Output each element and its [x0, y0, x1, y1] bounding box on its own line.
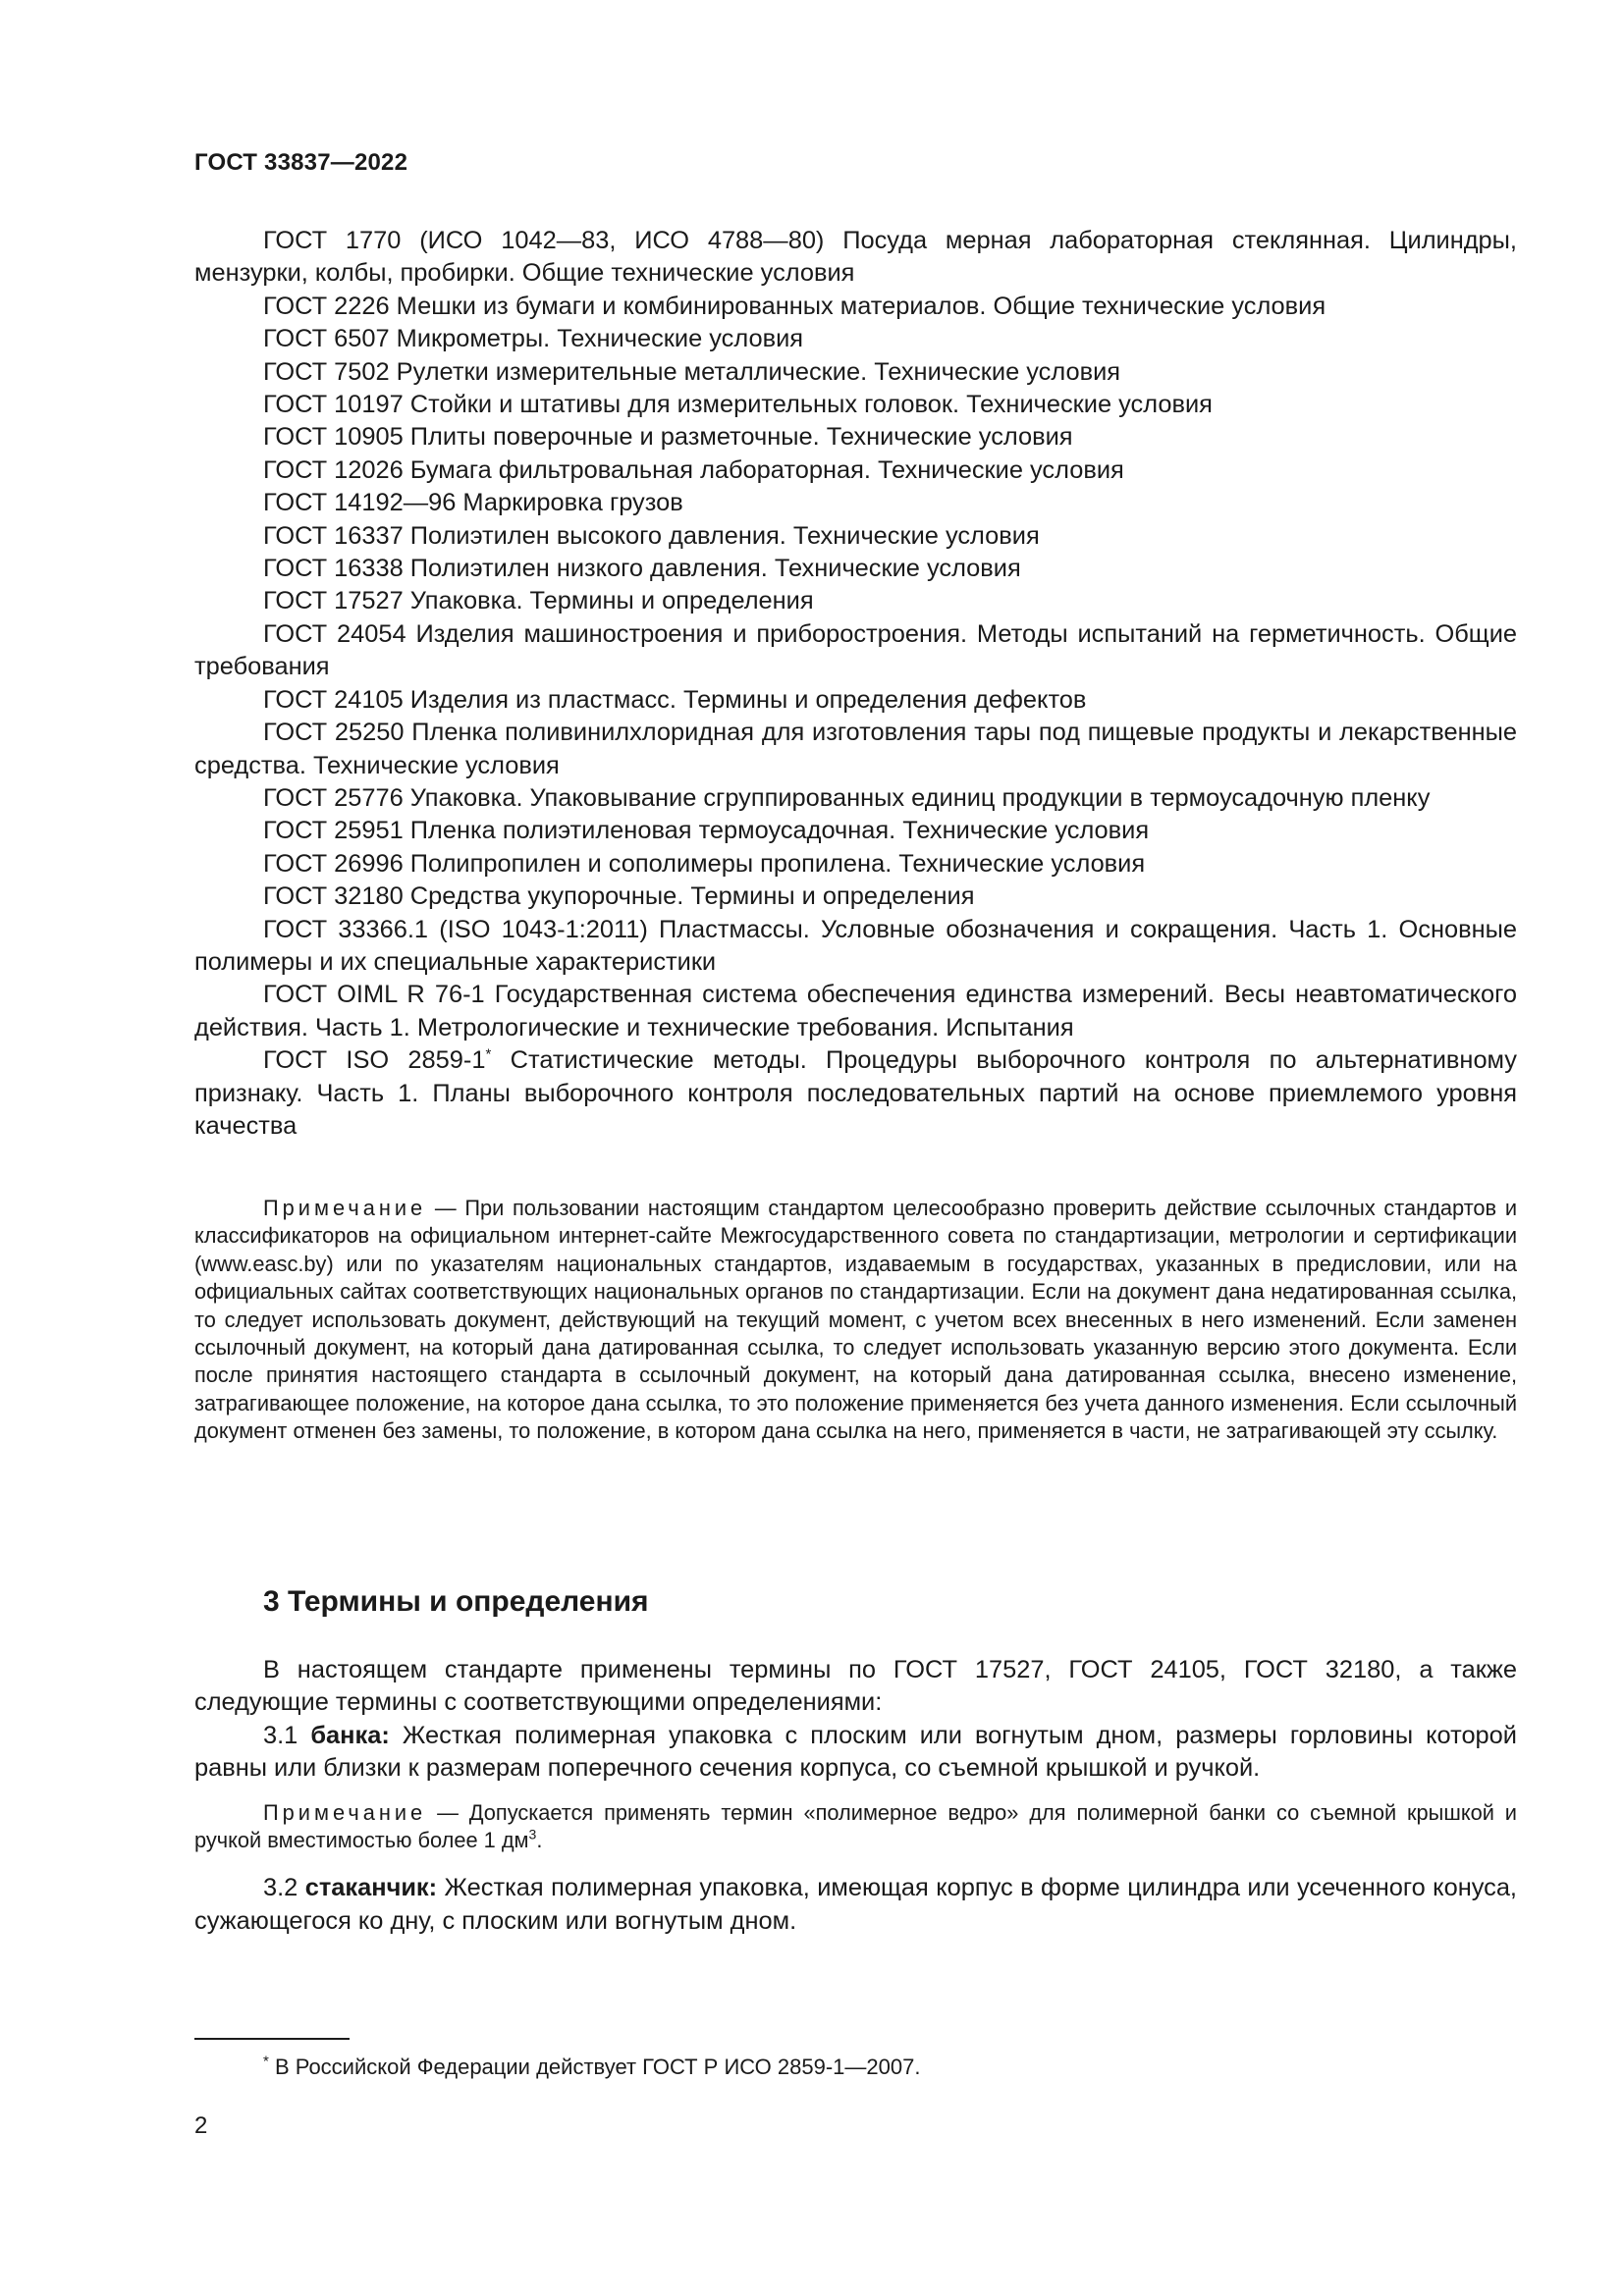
reference-item: ГОСТ 7502 Рулетки измерительные металлические. Технические условия — [263, 357, 1121, 386]
note-text: Допускается применять термин «полимерное ведро» для полимерной банки со съемной крышкой и ручкой вместимостью более 1 дм — [194, 1799, 1517, 1853]
reference-item: ГОСТ 25250 Пленка поливинилхлоридная для изготовления тары под пищевые продукты и лекарственные средства. Технические условия — [194, 719, 1517, 779]
reference-item: ГОСТ 12026 Бумага фильтровальная лабораторная. Технические условия — [263, 455, 1124, 484]
note-dash: — — [426, 1196, 465, 1220]
reference-code: ГОСТ ISO 2859-1 — [263, 1046, 486, 1075]
section-intro: В настоящем стандарте применены термины по ГОСТ 17527, ГОСТ 24105, ГОСТ 32180, а также следующие термины с соответствующими определениями: — [194, 1656, 1517, 1717]
term-number: 3.1 — [263, 1721, 311, 1749]
term-name: стаканчик: — [304, 1874, 438, 1902]
reference-item: ГОСТ 24105 Изделия из пластмасс. Термины и определения дефектов — [263, 685, 1087, 714]
reference-title: Статистические методы. Процедуры выборочного контроля по альтернативному признаку. Часть 1. Планы выборочного контроля последовательных партий на основе приемлемого уровня качества — [194, 1046, 1517, 1140]
normative-references-list — [194, 225, 1517, 1143]
reference-item: ГОСТ 25951 Пленка полиэтиленовая термоусадочная. Технические условия — [263, 817, 1150, 845]
footnote-marker[interactable]: * — [485, 1045, 492, 1063]
section-heading: 3 Термины и определения — [263, 1585, 649, 1618]
note-label: Примечание — [263, 1799, 427, 1825]
page-number: 2 — [194, 2112, 208, 2139]
reference-item: ГОСТ 25776 Упаковка. Упаковывание сгруппированных единиц продукции в термоусадочную пленку — [263, 783, 1431, 812]
reference-item: ГОСТ 10197 Стойки и штативы для измерительных головок. Технические условия — [263, 391, 1213, 419]
term-note — [194, 1799, 1517, 1855]
reference-item: ГОСТ 17527 Упаковка. Термины и определения — [263, 587, 814, 615]
reference-item: ГОСТ 26996 Полипропилен и сополимеры пропилена. Технические условия — [263, 849, 1146, 878]
reference-item: ГОСТ 10905 Плиты поверочные и разметочные. Технические условия — [263, 423, 1073, 452]
reference-item: ГОСТ 2226 Мешки из бумаги и комбинированных материалов. Общие технические условия — [263, 292, 1326, 320]
footnote — [263, 2054, 920, 2081]
reference-item: ГОСТ OIML R 76-1 Государственная система обеспечения единства измерений. Весы неавтоматического действия. Часть 1. Метрологические и технические требования. Испытания — [194, 981, 1517, 1041]
reference-item: ГОСТ 14192—96 Маркировка грузов — [263, 489, 683, 517]
reference-item: ГОСТ 32180 Средства укупорочные. Термины и определения — [263, 882, 975, 911]
reference-item: ГОСТ 16338 Полиэтилен низкого давления. Технические условия — [263, 555, 1021, 583]
reference-item-iso-2859 — [194, 1044, 1517, 1143]
note-label: Примечание — [263, 1196, 427, 1220]
term-definition — [194, 1872, 1517, 1938]
term-number: 3.2 — [263, 1874, 305, 1902]
term-name: банка: — [310, 1721, 390, 1749]
footnote-separator — [194, 2038, 350, 2040]
term-text: Жесткая полимерная упаковка, имеющая корпус в форме цилиндра или усеченного конуса, сужающегося ко дну, с плоским или вогнутым дном. — [194, 1874, 1517, 1935]
term-text: Жесткая полимерная упаковка с плоским или вогнутым дном, размеры горловины которой равны или близки к размерам поперечного сечения корпуса, со съемной крышкой и ручкой. — [194, 1721, 1517, 1783]
note-end: . — [536, 1828, 543, 1853]
note-text: При пользовании настоящим стандартом целесообразно проверить действие ссылочных стандартов и классификаторов на официальном интернет-сайте Межгосударственного совета по стандартизации, метрологии и сертификации (www.easc.by) или по указателям национальных стандартов, издаваемым в государствах, указанных в предисловии, или на официальных сайтах соответствующих национальных органов по стандартизации. Если на документ дана недатированная ссылка, то следует использовать документ, действующий на текущий момент, с учетом всех внесенных в него изменений. Если заменен ссылочный документ, на который дана датированная ссылка, то следует использовать указанную версию этого документа. Если после принятия настоящего стандарта в ссылочный документ, на который дана датированная ссылка, внесено изменение, затрагивающее положение, на которое дана ссылка, то это положение применяется без учета данного изменения. Если ссылочный документ отменен без замены, то положение, в котором дана ссылка на него, применяется в части, не затрагивающей эту ссылку. — [194, 1196, 1517, 1444]
document-header-code: ГОСТ 33837—2022 — [194, 149, 408, 176]
reference-item: ГОСТ 24054 Изделия машиностроения и приборостроения. Методы испытаний на герметичность. Общие требования — [194, 619, 1517, 681]
footnote-text: В Российской Федерации действует ГОСТ Р ИСО 2859-1—2007. — [268, 2055, 921, 2079]
references-note — [194, 1195, 1517, 1446]
reference-item: ГОСТ 6507 Микрометры. Технические условия — [263, 325, 804, 353]
footnote-mark: * — [263, 2053, 269, 2070]
terms-section-body — [194, 1654, 1517, 1938]
note-dash: — — [426, 1799, 469, 1825]
reference-item: ГОСТ 1770 (ИСО 1042—83, ИСО 4788—80) Посуда мерная лабораторная стеклянная. Цилиндры, мензурки, колбы, пробирки. Общие технические условия — [194, 227, 1517, 288]
unit-superscript: 3 — [528, 1826, 537, 1842]
term-definition — [194, 1720, 1517, 1786]
reference-item: ГОСТ 33366.1 (ISO 1043-1:2011) Пластмассы. Условные обозначения и сокращения. Часть 1. Основные полимеры и их специальные характеристики — [194, 915, 1517, 976]
reference-item: ГОСТ 16337 Полиэтилен высокого давления. Технические условия — [263, 521, 1040, 550]
